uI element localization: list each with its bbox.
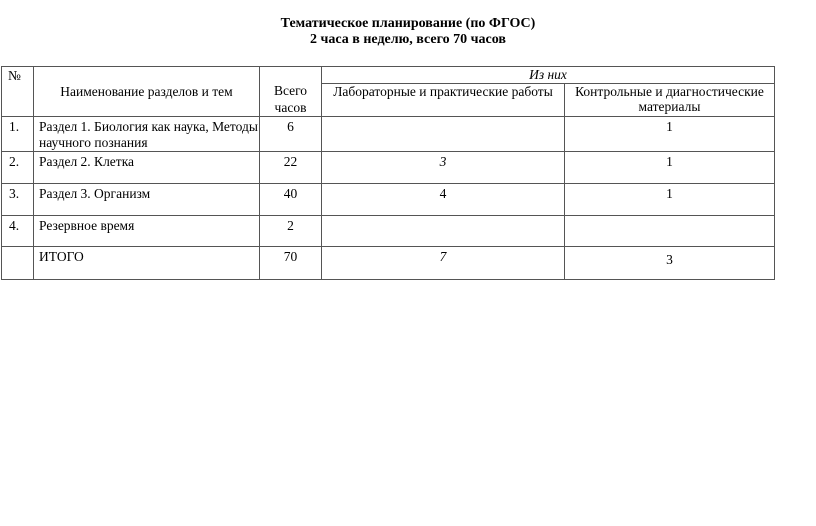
row-labs: 3 — [322, 152, 565, 184]
row-controls: 1 — [565, 152, 775, 184]
document-title: Тематическое планирование (по ФГОС) — [280, 16, 536, 31]
table-row-total — [2, 247, 775, 280]
table-row — [2, 117, 775, 152]
row-controls — [565, 216, 775, 247]
row-total: 22 — [260, 152, 322, 184]
header-number: № — [2, 67, 34, 117]
header-labs: Лабораторные и практические работы — [322, 84, 565, 117]
row-name: Раздел 1. Биология как наука, Методы научного познания — [34, 117, 260, 152]
table-row — [2, 216, 775, 247]
header-total-hours: Всего часов — [260, 67, 322, 117]
header-name: Наименование разделов и тем — [34, 67, 260, 117]
row-number — [2, 247, 34, 280]
row-number: 1. — [2, 117, 34, 152]
row-name: Резервное время — [34, 216, 260, 247]
row-labs — [322, 216, 565, 247]
row-total: 70 — [260, 247, 322, 280]
table-row — [2, 184, 775, 216]
row-total: 2 — [260, 216, 322, 247]
planning-table — [1, 66, 775, 280]
row-name: Раздел 2. Клетка — [34, 152, 260, 184]
row-controls: 3 — [565, 247, 775, 280]
row-number: 2. — [2, 152, 34, 184]
table-row — [2, 152, 775, 184]
header-row-top — [2, 67, 775, 84]
row-name: Раздел 3. Организм — [34, 184, 260, 216]
row-controls: 1 — [565, 117, 775, 152]
row-labs: 4 — [322, 184, 565, 216]
row-number: 4. — [2, 216, 34, 247]
row-total: 40 — [260, 184, 322, 216]
document-subtitle: 2 часа в неделю, всего 70 часов — [310, 32, 506, 47]
row-labs: 7 — [322, 247, 565, 280]
row-controls: 1 — [565, 184, 775, 216]
row-number: 3. — [2, 184, 34, 216]
row-labs — [322, 117, 565, 152]
row-total: 6 — [260, 117, 322, 152]
header-controls: Контрольные и диагностические материалы — [565, 84, 775, 117]
header-of-them: Из них — [322, 67, 775, 84]
row-name: ИТОГО — [34, 247, 260, 280]
